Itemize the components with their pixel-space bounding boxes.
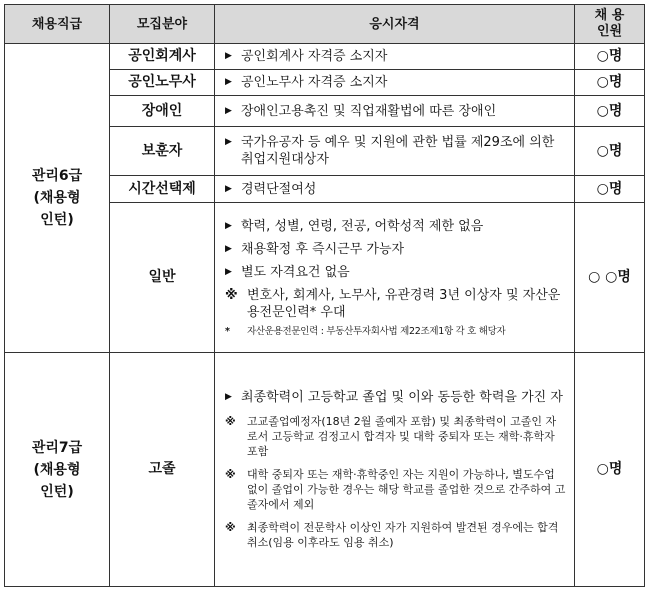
- right-triangle-icon: ▶: [225, 105, 232, 116]
- qualification-cell: ▶ 공인회계사 자격증 소지자: [215, 44, 575, 70]
- field-cell: 일반: [110, 203, 215, 353]
- table-row: [5, 44, 645, 70]
- count-cell: ○명: [575, 353, 645, 587]
- field-cell: 장애인: [110, 96, 215, 127]
- count-cell: ○ ○명: [575, 203, 645, 353]
- note-mark: ※: [225, 468, 236, 481]
- footnote-mark: *: [225, 325, 230, 337]
- qualification-cell: ▶ 최종학력이 고등학교 졸업 및 이와 동등한 학력을 가진 자 ※ 고교졸업예정자(18년 2월 졸예자 포함) 및 최종학력이 고졸인 자로서 고등학교 검정고시 합격자 및 대학 중퇴자 또는 재학·휴학자 포함 ※ 대학 중퇴자 또는 재학·휴학중인 자는 지원이 가능하나, 별도수업 없이 졸업이 가능한 경우는 해당 학교를 졸업한 것으로 간주하여 고졸자에서 제외 ※ 최종학력이 전문학사 이상인 자가 지원하여 발견된 경우에는 합격 취소(임용 이후라도 임용 취소): [215, 353, 575, 587]
- note-text: 변호사, 회계사, 노무사, 유관경력 3년 이상자 및 자산운용전문인력* 우대: [247, 287, 561, 320]
- field-cell: 시간선택제: [110, 176, 215, 203]
- header-field: 모집분야: [110, 5, 215, 44]
- field-cell: 보훈자: [110, 127, 215, 176]
- right-triangle-icon: ▶: [225, 392, 232, 402]
- qualification-cell: ▶ 공인노무사 자격증 소지자: [215, 70, 575, 96]
- table-row: [5, 353, 645, 587]
- header-row: [5, 5, 645, 44]
- count-cell: ○명: [575, 96, 645, 127]
- note-text: 최종학력이 전문학사 이상인 자가 지원하여 발견된 경우에는 합격 취소(임용 이후라도 임용 취소): [247, 521, 559, 549]
- count-cell: ○명: [575, 176, 645, 203]
- right-triangle-icon: ▶: [225, 77, 232, 87]
- field-cell: 공인노무사: [110, 70, 215, 96]
- right-triangle-icon: ▶: [225, 266, 232, 277]
- note-mark: ※: [225, 521, 236, 534]
- right-triangle-icon: ▶: [225, 137, 232, 147]
- note-mark: ※: [225, 415, 236, 428]
- count-cell: ○명: [575, 44, 645, 70]
- right-triangle-icon: ▶: [225, 243, 232, 254]
- qualification-cell: ▶ 국가유공자 등 예우 및 지원에 관한 법률 제29조에 의한 취업지원대상자: [215, 127, 575, 176]
- field-cell: 고졸: [110, 353, 215, 587]
- footnote-text: 자산운용전문인력 : 부동산투자회사법 제22조제1항 각 호 해당자: [247, 325, 506, 337]
- count-cell: ○명: [575, 127, 645, 176]
- note-mark: ※: [225, 287, 238, 303]
- right-triangle-icon: ▶: [225, 183, 232, 194]
- header-recruit-count: 채 용 인원: [575, 5, 645, 44]
- qualification-cell: ▶ 경력단절여성: [215, 176, 575, 203]
- note-text: 고교졸업예정자(18년 2월 졸예자 포함) 및 최종학력이 고졸인 자로서 고등학교 검정고시 합격자 및 대학 중퇴자 또는 재학·휴학자 포함: [247, 415, 557, 458]
- right-triangle-icon: ▶: [225, 51, 232, 61]
- field-cell: 공인회계사: [110, 44, 215, 70]
- grade-cell: 관리6급 (채용형 인턴): [5, 44, 110, 353]
- recruitment-table: [4, 4, 645, 587]
- grade-cell: 관리7급 (채용형 인턴): [5, 353, 110, 587]
- qualification-cell: ▶ 장애인고용촉진 및 직업재활법에 따른 장애인: [215, 96, 575, 127]
- qualification-cell: ▶ 학력, 성별, 연령, 전공, 어학성적 제한 없음 ▶ 채용확정 후 즉시근무 가능자 ▶ 별도 자격요건 없음 ※ 변호사, 회계사, 노무사, 유관경력 3년 이상자 및 자산운용전문인력* 우대 * 자산운용전문인력 : 부동산투자회사법 제22조제1항 각 호 해당자: [215, 203, 575, 353]
- header-grade: 채용직급: [5, 5, 110, 44]
- count-cell: ○명: [575, 70, 645, 96]
- header-qualification: 응시자격: [215, 5, 575, 44]
- note-text: 대학 중퇴자 또는 재학·휴학중인 자는 지원이 가능하나, 별도수업 없이 졸업이 가능한 경우는 해당 학교를 졸업한 것으로 간주하여 고졸자에서 제외: [247, 468, 566, 511]
- right-triangle-icon: ▶: [225, 220, 232, 231]
